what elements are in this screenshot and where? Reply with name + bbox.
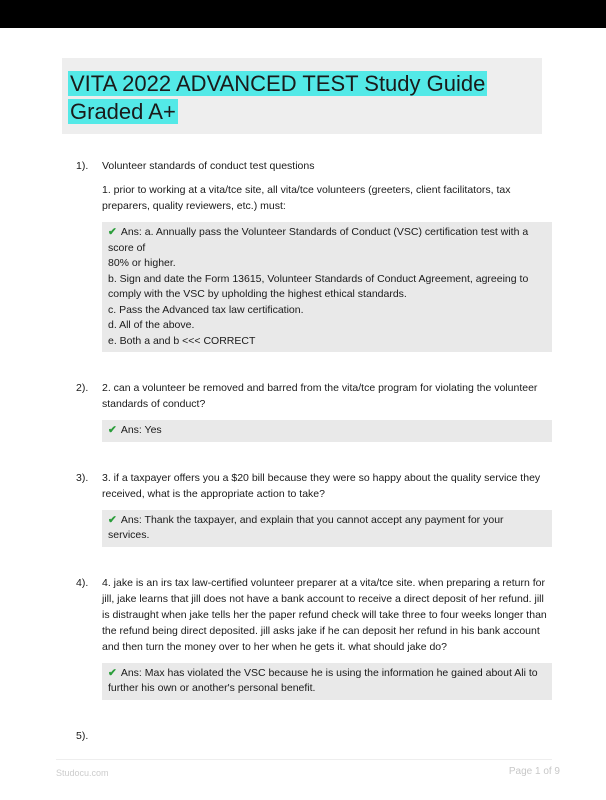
checkmark-icon: ✔	[108, 666, 117, 679]
question-number: 1).	[76, 160, 89, 172]
document-title: VITA 2022 ADVANCED TEST Study Guide Graded A+	[70, 71, 486, 124]
footer-source: Studocu.com	[56, 768, 109, 778]
answer-box	[102, 420, 552, 442]
answer-text: Ans: a. Annually pass the Volunteer Standards of Conduct (VSC) certification test with a score of	[108, 226, 529, 254]
question-text: 3. if a taxpayer offers you a $20 bill because they were so happy about the quality service they received, what is the appropriate action to take?	[102, 471, 541, 500]
checkmark-icon: ✔	[108, 424, 117, 436]
answer-box	[102, 222, 552, 352]
title-box	[62, 58, 542, 134]
answer-text: Ans: Yes	[120, 424, 162, 436]
answer-text: Ans: Max has violated the VSC because he is using the information he gained about Ali to further his own or another's personal benefit.	[108, 666, 538, 694]
answer-text: c. Pass the Advanced tax law certification.	[108, 303, 304, 316]
question-text: Volunteer standards of conduct test questions	[102, 160, 315, 172]
answer-text: e. Both a and b <<< CORRECT	[108, 334, 256, 347]
document-page	[56, 58, 552, 742]
question-item	[56, 470, 552, 547]
question-item	[56, 380, 552, 442]
footer-divider	[56, 759, 552, 760]
page-number: Page 1 of 9	[508, 766, 560, 777]
question-text: 4. jake is an irs tax law-certified volunteer preparer at a vita/tce site. when preparing a return for jill, jake learns that jill does not have a bank account to receive a direct deposit of her refund. jill is distraught when jake tells her the paper refund check will take three to four weeks longer than the refund being direct deposited. jill asks jake if he can deposit her refund in his bank account and then turn the money over to her when he gets it. what should jake do?	[102, 576, 547, 653]
answer-text: b. Sign and date the Form 13615, Volunteer Standards of Conduct Agreement, agreeing to comply with the VSC by upholding the highest ethical standards.	[108, 272, 529, 300]
question-list	[56, 158, 552, 742]
question-text: 1. prior to working at a vita/tce site, all vita/tce volunteers (greeters, client facilitators, tax preparers, quality reviewers, etc.) must:	[102, 184, 511, 212]
answer-text: 80% or higher.	[108, 257, 176, 269]
question-text: 2. can a volunteer be removed and barred from the vita/tce program for violating the volunteer standards of conduct?	[102, 382, 538, 410]
question-number: 2).	[76, 382, 89, 394]
question-number: 3).	[76, 471, 89, 484]
answer-text: Ans: Thank the taxpayer, and explain that you cannot accept any payment for your services.	[108, 513, 504, 541]
question-number: 4).	[76, 576, 89, 589]
answer-text: d. All of the above.	[108, 319, 195, 331]
question-number: 5).	[76, 729, 89, 742]
answer-box	[102, 663, 552, 700]
question-item	[56, 158, 552, 352]
checkmark-icon: ✔	[108, 226, 117, 238]
question-item	[56, 575, 552, 700]
top-bar	[0, 0, 606, 28]
checkmark-icon: ✔	[108, 513, 117, 526]
answer-box	[102, 510, 552, 547]
